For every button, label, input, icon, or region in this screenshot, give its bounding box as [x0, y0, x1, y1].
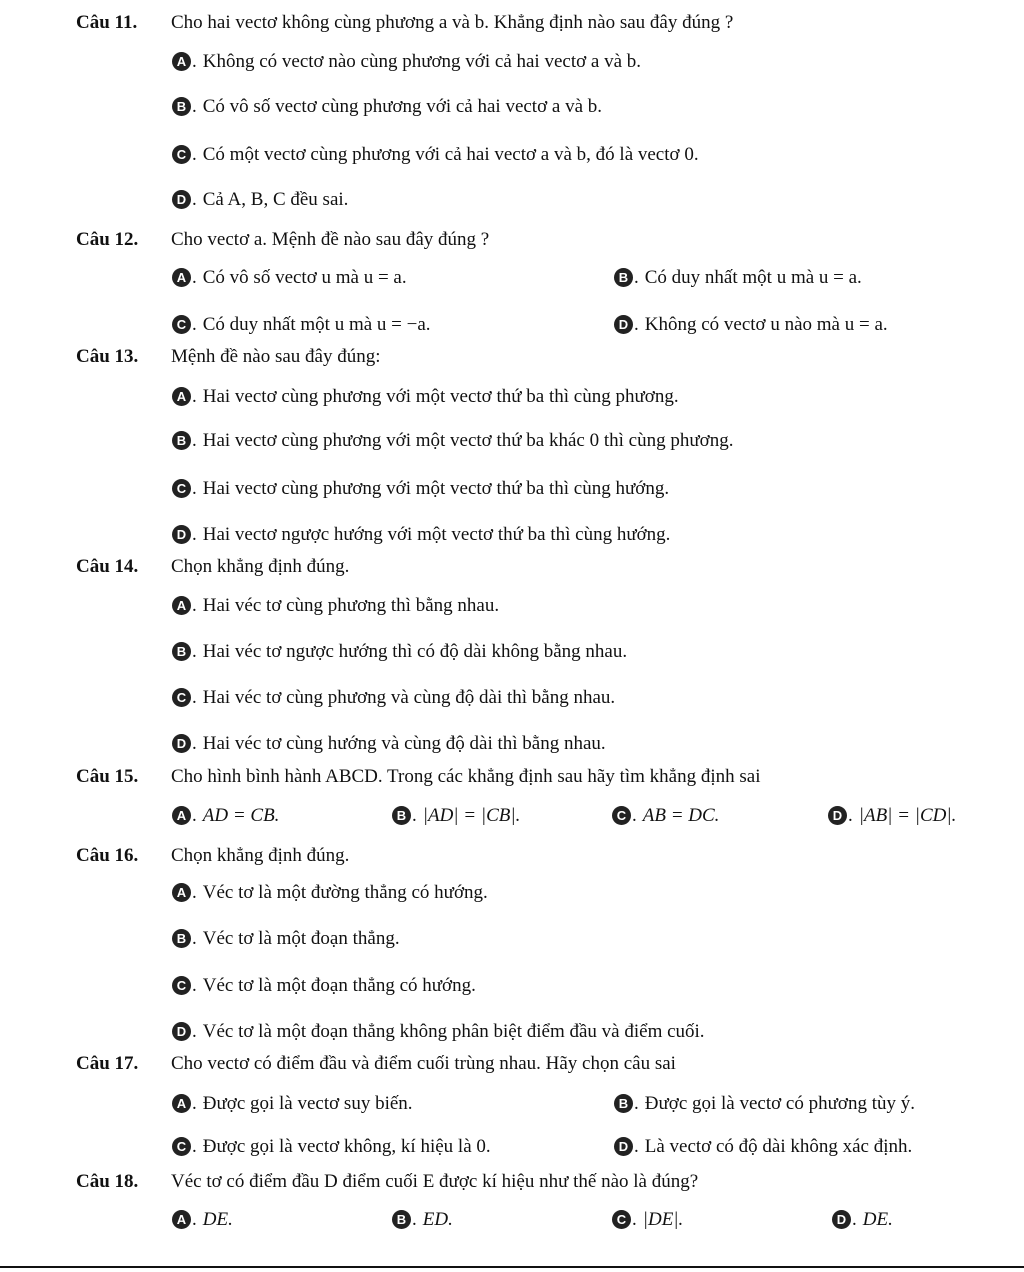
question-13-option-b[interactable]: B . Hai vectơ cùng phương với một vectơ thứ ba khác 0 thì cùng phương. [172, 431, 733, 450]
question-11-option-a[interactable]: A . Không có vectơ nào cùng phương với cả hai vectơ a và b. [172, 52, 641, 71]
option-text: AD = CB. [202, 805, 280, 826]
question-13-stem [76, 347, 380, 366]
question-14-option-d[interactable]: D . Hai véc tơ cùng hướng và cùng độ dài thì bằng nhau. [172, 734, 606, 753]
question-15-stem [76, 767, 761, 786]
question-15-option-c[interactable]: C . AB = DC. [612, 806, 719, 825]
question-number: Câu 12. [76, 229, 139, 250]
page-bottom-rule [0, 1266, 1024, 1268]
question-16-option-c[interactable]: C . Véc tơ là một đoạn thẳng có hướng. [172, 976, 476, 995]
option-letter-b: B [172, 929, 191, 948]
option-letter-c: C [612, 1210, 631, 1229]
option-letter-d: D [832, 1210, 851, 1229]
option-letter-c: C [172, 1137, 191, 1156]
question-14-option-b[interactable]: B . Hai véc tơ ngược hướng thì có độ dài không bằng nhau. [172, 642, 627, 661]
option-letter-a: A [172, 806, 191, 825]
option-letter-d: D [172, 734, 191, 753]
option-text: Không có vectơ u nào mà u = a. [644, 314, 888, 335]
option-text: |DE|. [642, 1209, 684, 1230]
question-14-option-a[interactable]: A . Hai véc tơ cùng phương thì bằng nhau. [172, 596, 499, 615]
question-15-option-a[interactable]: A . AD = CB. [172, 806, 279, 825]
question-text: Cho vectơ a. Mệnh đề nào sau đây đúng ? [171, 229, 490, 250]
question-number: Câu 15. [76, 766, 139, 787]
question-15-option-b[interactable]: B . |AD| = |CB|. [392, 806, 520, 825]
question-17-option-b[interactable]: B . Được gọi là vectơ có phương tùy ý. [614, 1094, 915, 1113]
option-text: |AD| = |CB|. [422, 805, 521, 826]
question-17-option-a[interactable]: A . Được gọi là vectơ suy biến. [172, 1094, 413, 1113]
option-letter-c: C [172, 976, 191, 995]
question-12-option-c[interactable]: C . Có duy nhất một u mà u = −a. [172, 315, 431, 334]
option-letter-b: B [614, 268, 633, 287]
option-text: Được gọi là vectơ không, kí hiệu là 0. [202, 1136, 491, 1157]
question-11-option-d[interactable]: D . Cả A, B, C đều sai. [172, 190, 348, 209]
question-number: Câu 11. [76, 12, 138, 33]
option-text: Véc tơ là một đường thẳng có hướng. [202, 882, 488, 903]
question-13-option-d[interactable]: D . Hai vectơ ngược hướng với một vectơ thứ ba thì cùng hướng. [172, 525, 670, 544]
option-letter-b: B [172, 642, 191, 661]
option-letter-d: D [172, 190, 191, 209]
option-text: Hai véc tơ cùng phương thì bằng nhau. [202, 595, 500, 616]
option-text: Hai vectơ cùng phương với một vectơ thứ ba khác 0 thì cùng phương. [202, 430, 734, 451]
question-14-option-c[interactable]: C . Hai véc tơ cùng phương và cùng độ dài thì bằng nhau. [172, 688, 615, 707]
question-12-option-d[interactable]: D . Không có vectơ u nào mà u = a. [614, 315, 888, 334]
question-text: Mệnh đề nào sau đây đúng: [171, 346, 381, 367]
option-letter-c: C [612, 806, 631, 825]
option-text: Hai vectơ cùng phương với một vectơ thứ ba thì cùng phương. [202, 386, 679, 407]
option-letter-b: B [392, 806, 411, 825]
question-number: Câu 16. [76, 845, 139, 866]
question-18-option-c[interactable]: C . |DE|. [612, 1210, 683, 1229]
question-16-option-a[interactable]: A . Véc tơ là một đường thẳng có hướng. [172, 883, 488, 902]
option-text: ED. [422, 1209, 453, 1230]
option-text: Không có vectơ nào cùng phương với cả hai vectơ a và b. [202, 51, 642, 72]
option-text: Được gọi là vectơ suy biến. [202, 1093, 413, 1114]
question-17-stem [76, 1054, 676, 1073]
option-text: Véc tơ là một đoạn thẳng. [202, 928, 400, 949]
question-18-option-a[interactable]: A . DE. [172, 1210, 233, 1229]
option-letter-a: A [172, 387, 191, 406]
option-text: Có một vectơ cùng phương với cả hai vectơ a và b, đó là vectơ 0. [202, 144, 699, 165]
option-letter-d: D [172, 525, 191, 544]
option-letter-d: D [172, 1022, 191, 1041]
question-13-option-a[interactable]: A . Hai vectơ cùng phương với một vectơ thứ ba thì cùng phương. [172, 387, 679, 406]
option-letter-c: C [172, 479, 191, 498]
question-16-option-d[interactable]: D . Véc tơ là một đoạn thẳng không phân biệt điểm đầu và điểm cuối. [172, 1022, 705, 1041]
option-letter-b: B [172, 431, 191, 450]
question-text: Chọn khẳng định đúng. [171, 556, 350, 577]
option-text: DE. [202, 1209, 233, 1230]
question-text: Cho hình bình hành ABCD. Trong các khẳng định sau hãy tìm khẳng định sai [171, 766, 761, 787]
option-text: Được gọi là vectơ có phương tùy ý. [644, 1093, 915, 1114]
option-text: Véc tơ là một đoạn thẳng có hướng. [202, 975, 476, 996]
option-letter-d: D [614, 1137, 633, 1156]
option-letter-a: A [172, 883, 191, 902]
option-letter-a: A [172, 1094, 191, 1113]
option-letter-a: A [172, 52, 191, 71]
option-letter-a: A [172, 1210, 191, 1229]
option-text: Có vô số vectơ u mà u = a. [202, 267, 407, 288]
option-text: Có vô số vectơ cùng phương với cả hai vectơ a và b. [202, 96, 603, 117]
option-letter-b: B [614, 1094, 633, 1113]
question-13-option-c[interactable]: C . Hai vectơ cùng phương với một vectơ thứ ba thì cùng hướng. [172, 479, 669, 498]
question-12-stem [76, 230, 489, 249]
question-18-option-b[interactable]: B . ED. [392, 1210, 453, 1229]
question-number: Câu 17. [76, 1053, 139, 1074]
question-number: Câu 13. [76, 346, 139, 367]
question-text: Cho vectơ có điểm đầu và điểm cuối trùng nhau. Hãy chọn câu sai [171, 1053, 676, 1074]
option-letter-d: D [614, 315, 633, 334]
option-letter-b: B [392, 1210, 411, 1229]
question-text: Cho hai vectơ không cùng phương a và b. Khẳng định nào sau đây đúng ? [171, 12, 734, 33]
option-text: Véc tơ là một đoạn thẳng không phân biệt điểm đầu và điểm cuối. [202, 1021, 705, 1042]
option-text: DE. [862, 1209, 893, 1230]
option-text: AB = DC. [642, 805, 720, 826]
question-11-option-c[interactable]: C . Có một vectơ cùng phương với cả hai vectơ a và b, đó là vectơ 0. [172, 145, 699, 164]
option-letter-c: C [172, 145, 191, 164]
option-text: Hai véc tơ cùng hướng và cùng độ dài thì bằng nhau. [202, 733, 606, 754]
question-number: Câu 14. [76, 556, 139, 577]
question-18-option-d[interactable]: D . DE. [832, 1210, 893, 1229]
question-17-option-c[interactable]: C . Được gọi là vectơ không, kí hiệu là 0. [172, 1137, 491, 1156]
question-text: Chọn khẳng định đúng. [171, 845, 350, 866]
option-letter-b: B [172, 97, 191, 116]
question-16-option-b[interactable]: B . Véc tơ là một đoạn thẳng. [172, 929, 400, 948]
question-14-stem [76, 557, 349, 576]
question-17-option-d[interactable]: D . Là vectơ có độ dài không xác định. [614, 1137, 912, 1156]
question-11-stem [76, 13, 733, 32]
question-12-option-b[interactable]: B . Có duy nhất một u mà u = a. [614, 268, 862, 287]
option-letter-a: A [172, 596, 191, 615]
option-text: Hai véc tơ ngược hướng thì có độ dài không bằng nhau. [202, 641, 628, 662]
option-text: Hai vectơ ngược hướng với một vectơ thứ ba thì cùng hướng. [202, 524, 671, 545]
question-15-option-d[interactable]: D . |AB| = |CD|. [828, 806, 956, 825]
question-11-option-b[interactable]: B . Có vô số vectơ cùng phương với cả hai vectơ a và b. [172, 97, 602, 116]
question-text: Véc tơ có điểm đầu D điểm cuối E được kí hiệu như thế nào là đúng? [171, 1171, 699, 1192]
option-text: Cả A, B, C đều sai. [202, 189, 349, 210]
option-text: Có duy nhất một u mà u = −a. [202, 314, 431, 335]
option-text: Hai vectơ cùng phương với một vectơ thứ ba thì cùng hướng. [202, 478, 670, 499]
option-letter-c: C [172, 688, 191, 707]
option-text: |AB| = |CD|. [858, 805, 957, 826]
option-text: Có duy nhất một u mà u = a. [644, 267, 862, 288]
option-letter-a: A [172, 268, 191, 287]
option-letter-c: C [172, 315, 191, 334]
option-letter-d: D [828, 806, 847, 825]
option-text: Hai véc tơ cùng phương và cùng độ dài thì bằng nhau. [202, 687, 616, 708]
question-number: Câu 18. [76, 1171, 139, 1192]
option-text: Là vectơ có độ dài không xác định. [644, 1136, 913, 1157]
question-18-stem [76, 1172, 698, 1191]
question-16-stem [76, 846, 349, 865]
question-12-option-a[interactable]: A . Có vô số vectơ u mà u = a. [172, 268, 407, 287]
